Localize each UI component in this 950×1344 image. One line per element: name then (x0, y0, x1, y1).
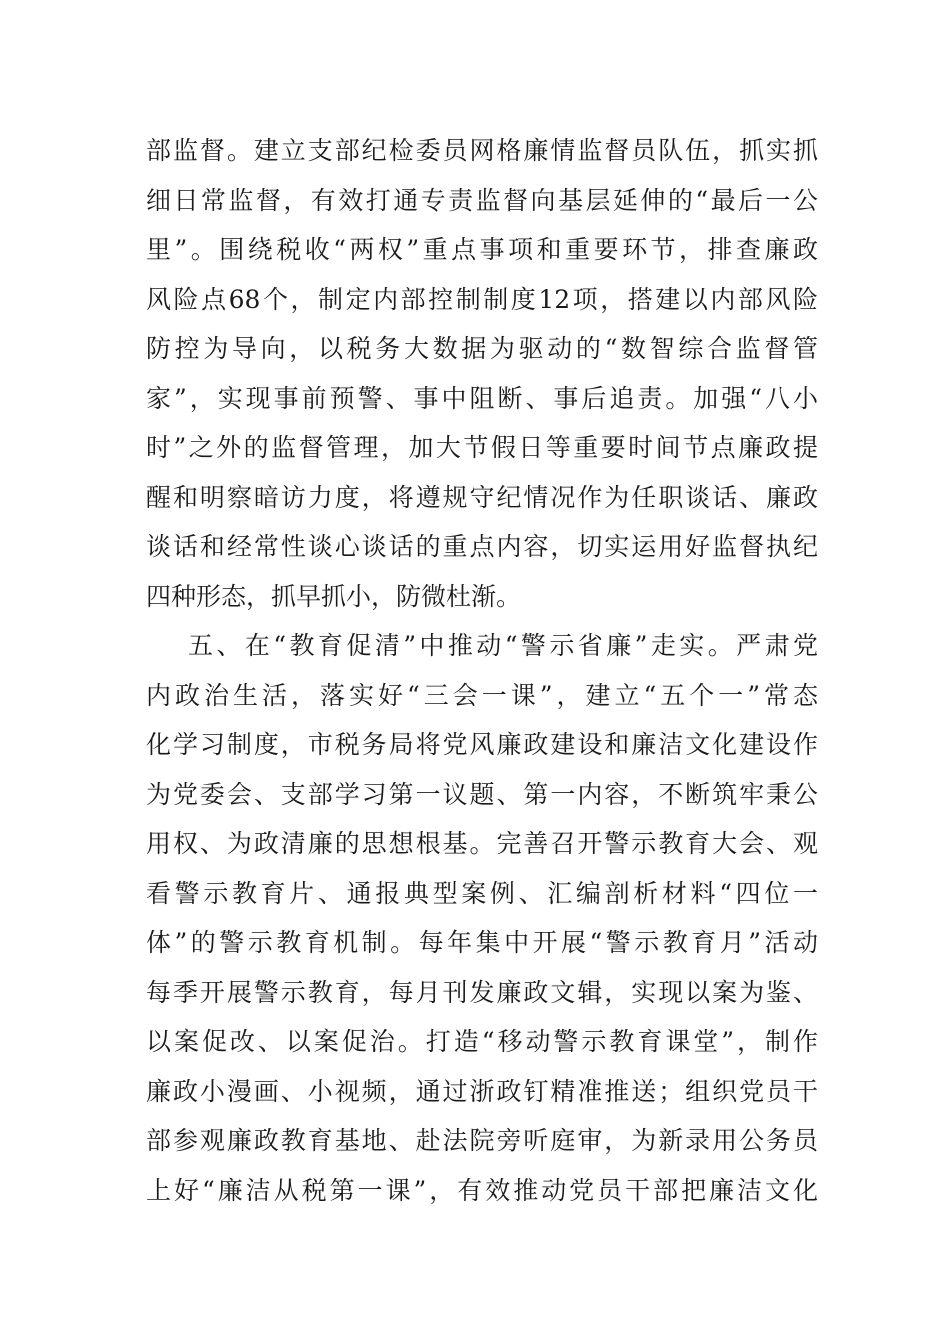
text-line: 为党委会、支部学习第一议题、第一内容，不断筑牢秉公 (146, 779, 818, 809)
text-line: 上好“廉洁从税第一课”，有效推动党员干部把廉洁文化 (146, 1175, 818, 1205)
text-line: 以案促改、以案促治。打造“移动警示教育课堂”，制作 (146, 1027, 818, 1056)
paragraph-end-line: 四种形态，抓早抓小，防微杜渐。 (146, 581, 522, 611)
body-text (146, 126, 818, 1215)
text-line: 谈话和经常性谈心谈话的重点内容，切实运用好监督执纪 (146, 532, 818, 561)
text-line: 细日常监督，有效打通专责监督向基层延伸的“最后一公 (146, 185, 818, 215)
text-line: 廉政小漫画、小视频，通过浙政钉精准推送；组织党员干 (146, 1076, 818, 1106)
text-line: 每季开展警示教育，每月刊发廉政文辑，实现以案为鉴、 (146, 977, 818, 1007)
text-line: 里”。围绕税收“两权”重点事项和重要环节，排查廉政 (146, 235, 818, 264)
text-line: 部监督。建立支部纪检委员网格廉情监督员队伍，抓实抓 (146, 136, 818, 165)
text-line: 内政治生活，落实好“三会一课”，建立“五个一”常态 (146, 680, 818, 710)
text-line: 时”之外的监督管理，加大节假日等重要时间节点廉政提 (146, 433, 818, 462)
text-line: 体”的警示教育机制。每年集中开展“警示教育月”活动 (146, 928, 818, 957)
text-line: 部参观廉政教育基地、赴法院旁听庭审，为新录用公务员 (146, 1126, 818, 1155)
text-line: 看警示教育片、通报典型案例、汇编剖析材料“四位一 (146, 878, 818, 908)
text-line: 家”，实现事前预警、事中阻断、事后追责。加强“八小 (146, 383, 818, 413)
section-five-heading-line: 五、在“教育促清”中推动“警示省廉”走实。严肃党 (188, 631, 818, 660)
text-line: 防控为导向，以税务大数据为驱动的“数智综合监督管 (146, 334, 818, 363)
text-line: 用权、为政清廉的思想根基。完善召开警示教育大会、观 (146, 829, 818, 858)
text-line: 化学习制度，市税务局将党风廉政建设和廉洁文化建设作 (146, 730, 818, 759)
text-line: 醒和明察暗访力度，将遵规守纪情况作为任职谈话、廉政 (146, 482, 818, 512)
text-line: 风险点68个，制定内部控制制度12项，搭建以内部风险 (146, 284, 818, 314)
